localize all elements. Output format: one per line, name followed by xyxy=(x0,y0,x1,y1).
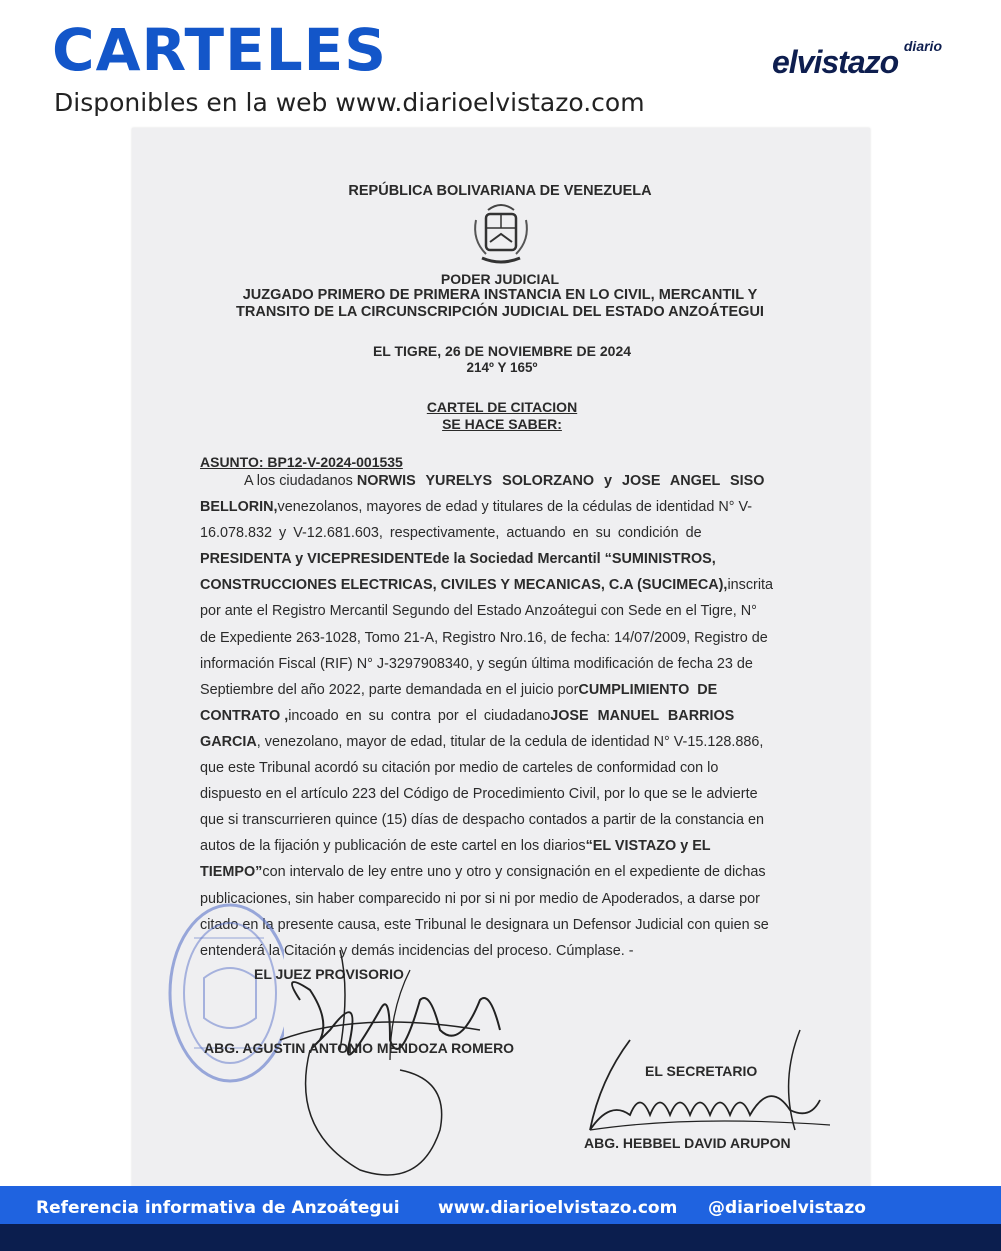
doc-court-line1: JUZGADO PRIMERO DE PRIMERA INSTANCIA EN LO CIVIL, MERCANTIL Y xyxy=(242,287,758,303)
doc-body-text: Septiembre del año 2022, parte demandada en el juicio por xyxy=(200,681,579,698)
doc-body xyxy=(200,468,814,964)
doc-body-line xyxy=(200,729,814,755)
doc-body-line xyxy=(200,886,814,912)
doc-cartel-title: CARTEL DE CITACION xyxy=(426,399,578,415)
judge-title: EL JUEZ PROVISORIO xyxy=(254,966,404,982)
secretary-title: EL SECRETARIO xyxy=(645,1063,758,1079)
doc-body-bold: GARCIA xyxy=(200,733,257,750)
page-title: CARTELES xyxy=(52,16,388,84)
doc-body-text: que si transcurrieren quince (15) días de despacho contados a partir de la constancia en xyxy=(200,812,764,829)
doc-body-text: de la Sociedad Mercantil “SUMINISTROS, xyxy=(432,551,716,568)
doc-body-bold: TIEMPO” xyxy=(200,864,263,881)
doc-body-text: incoado en su contra por el ciudadano xyxy=(288,707,551,724)
doc-body-bold: “EL VISTAZO y EL xyxy=(585,838,711,855)
footer-handle-link[interactable]: @diarioelvistazo xyxy=(708,1198,866,1218)
doc-body-bold: CUMPLIMIENTO DE xyxy=(578,681,718,698)
brand-logo xyxy=(772,38,952,88)
doc-body-line xyxy=(200,546,814,572)
doc-body-text: , venezolano, mayor de edad, titular de la cedula de identidad N° V-15.128.886, xyxy=(256,733,764,750)
footer-bottom-strip xyxy=(0,1224,1001,1251)
judge-name: ABG. AGUSTIN ANTONIO MENDOZA ROMERO xyxy=(204,1040,515,1056)
doc-body-line xyxy=(200,494,814,520)
doc-body-line xyxy=(200,651,814,677)
doc-body-text: entenderá la Citación y demás incidencias del proceso. Cúmplase. - xyxy=(200,942,634,959)
doc-cartel-subtitle: SE HACE SABER: xyxy=(442,416,562,432)
doc-body-bold: PRESIDENTA y VICEPRESIDENTE xyxy=(200,551,433,568)
footer-tagline: Referencia informativa de Anzoátegui xyxy=(36,1198,400,1218)
doc-body-line xyxy=(200,755,814,781)
doc-body-text: citado en la presente causa, este Tribunal le designara un Defensor Judicial con quien se xyxy=(200,916,769,933)
doc-body-bold: BELLORIN, xyxy=(200,499,278,516)
doc-body-bold: CONTRATO , xyxy=(200,707,289,724)
page-subtitle: Disponibles en la web www.diarioelvistazo.com xyxy=(54,88,645,117)
logo-small-text: diario xyxy=(903,38,942,54)
secretary-name: ABG. HEBBEL DAVID ARUPON xyxy=(584,1135,791,1151)
doc-body-text: información Fiscal (RIF) N° J-3297908340, y según última modificación de fecha 23 de xyxy=(200,655,753,672)
doc-body-text: por ante el Registro Mercantil Segundo del Estado Anzoátegui con Sede en el Tigre, N° xyxy=(200,603,757,620)
doc-body-line xyxy=(200,598,814,624)
doc-republic: REPÚBLICA BOLIVARIANA DE VENEZUELA xyxy=(348,183,652,199)
doc-body-text: A los ciudadanos xyxy=(244,473,353,489)
doc-years: 214º Y 165º xyxy=(466,360,538,375)
doc-body-line xyxy=(200,677,814,703)
doc-body-line xyxy=(200,625,814,651)
doc-body-text: dispuesto en el artículo 223 del Código de Procedimiento Civil, por lo que se le advierte xyxy=(200,786,758,803)
coat-of-arms-icon xyxy=(468,200,534,272)
doc-power: PODER JUDICIAL xyxy=(440,271,560,287)
doc-asunto: ASUNTO: BP12-V-2024-001535 xyxy=(200,454,403,470)
doc-body-line xyxy=(200,520,814,546)
doc-body-text: de Expediente 263-1028, Tomo 21-A, Registro Nro.16, de fecha: 14/07/2009, Registro de xyxy=(200,629,768,646)
doc-body-text: publicaciones, sin haber comparecido ni por si ni por medio de Apoderados, a darse por xyxy=(200,890,760,907)
doc-body-line xyxy=(200,572,814,598)
doc-body-line xyxy=(200,703,814,729)
footer-website-link[interactable]: www.diarioelvistazo.com xyxy=(438,1198,678,1218)
doc-body-text: que este Tribunal acordó su citación por medio de carteles de conformidad con lo xyxy=(200,760,719,777)
doc-body-line xyxy=(200,468,814,494)
doc-court-line2: TRANSITO DE LA CIRCUNSCRIPCIÓN JUDICIAL DEL ESTADO ANZOÁTEGUI xyxy=(236,304,764,320)
doc-body-line xyxy=(200,859,814,885)
logo-main-text: elvistazo xyxy=(772,44,899,80)
doc-body-text: venezolanos, mayores de edad y titulares de la cédulas de identidad N° V- xyxy=(277,499,753,516)
doc-date: EL TIGRE, 26 DE NOVIEMBRE DE 2024 xyxy=(372,343,632,359)
doc-body-line xyxy=(200,781,814,807)
doc-body-line xyxy=(200,807,814,833)
doc-body-text: con intervalo de ley entre uno y otro y consignación en el expediente de dichas xyxy=(262,864,766,881)
doc-body-text: autos de la fijación y publicación de este cartel en los diarios xyxy=(200,838,586,855)
doc-body-bold: JOSE MANUEL BARRIOS xyxy=(550,707,735,724)
doc-body-text: 16.078.832 y V-12.681.603, respectivamente, actuando en su condición de xyxy=(200,525,702,542)
doc-body-bold: NORWIS YURELYS SOLORZANO y JOSE ANGEL SISO xyxy=(356,473,765,489)
doc-body-line xyxy=(200,833,814,859)
doc-body-bold: CONSTRUCCIONES ELECTRICAS, CIVILES Y MECANICAS, C.A (SUCIMECA), xyxy=(200,577,728,594)
judge-signature-icon xyxy=(240,930,540,1190)
doc-body-text: inscrita xyxy=(727,577,774,594)
